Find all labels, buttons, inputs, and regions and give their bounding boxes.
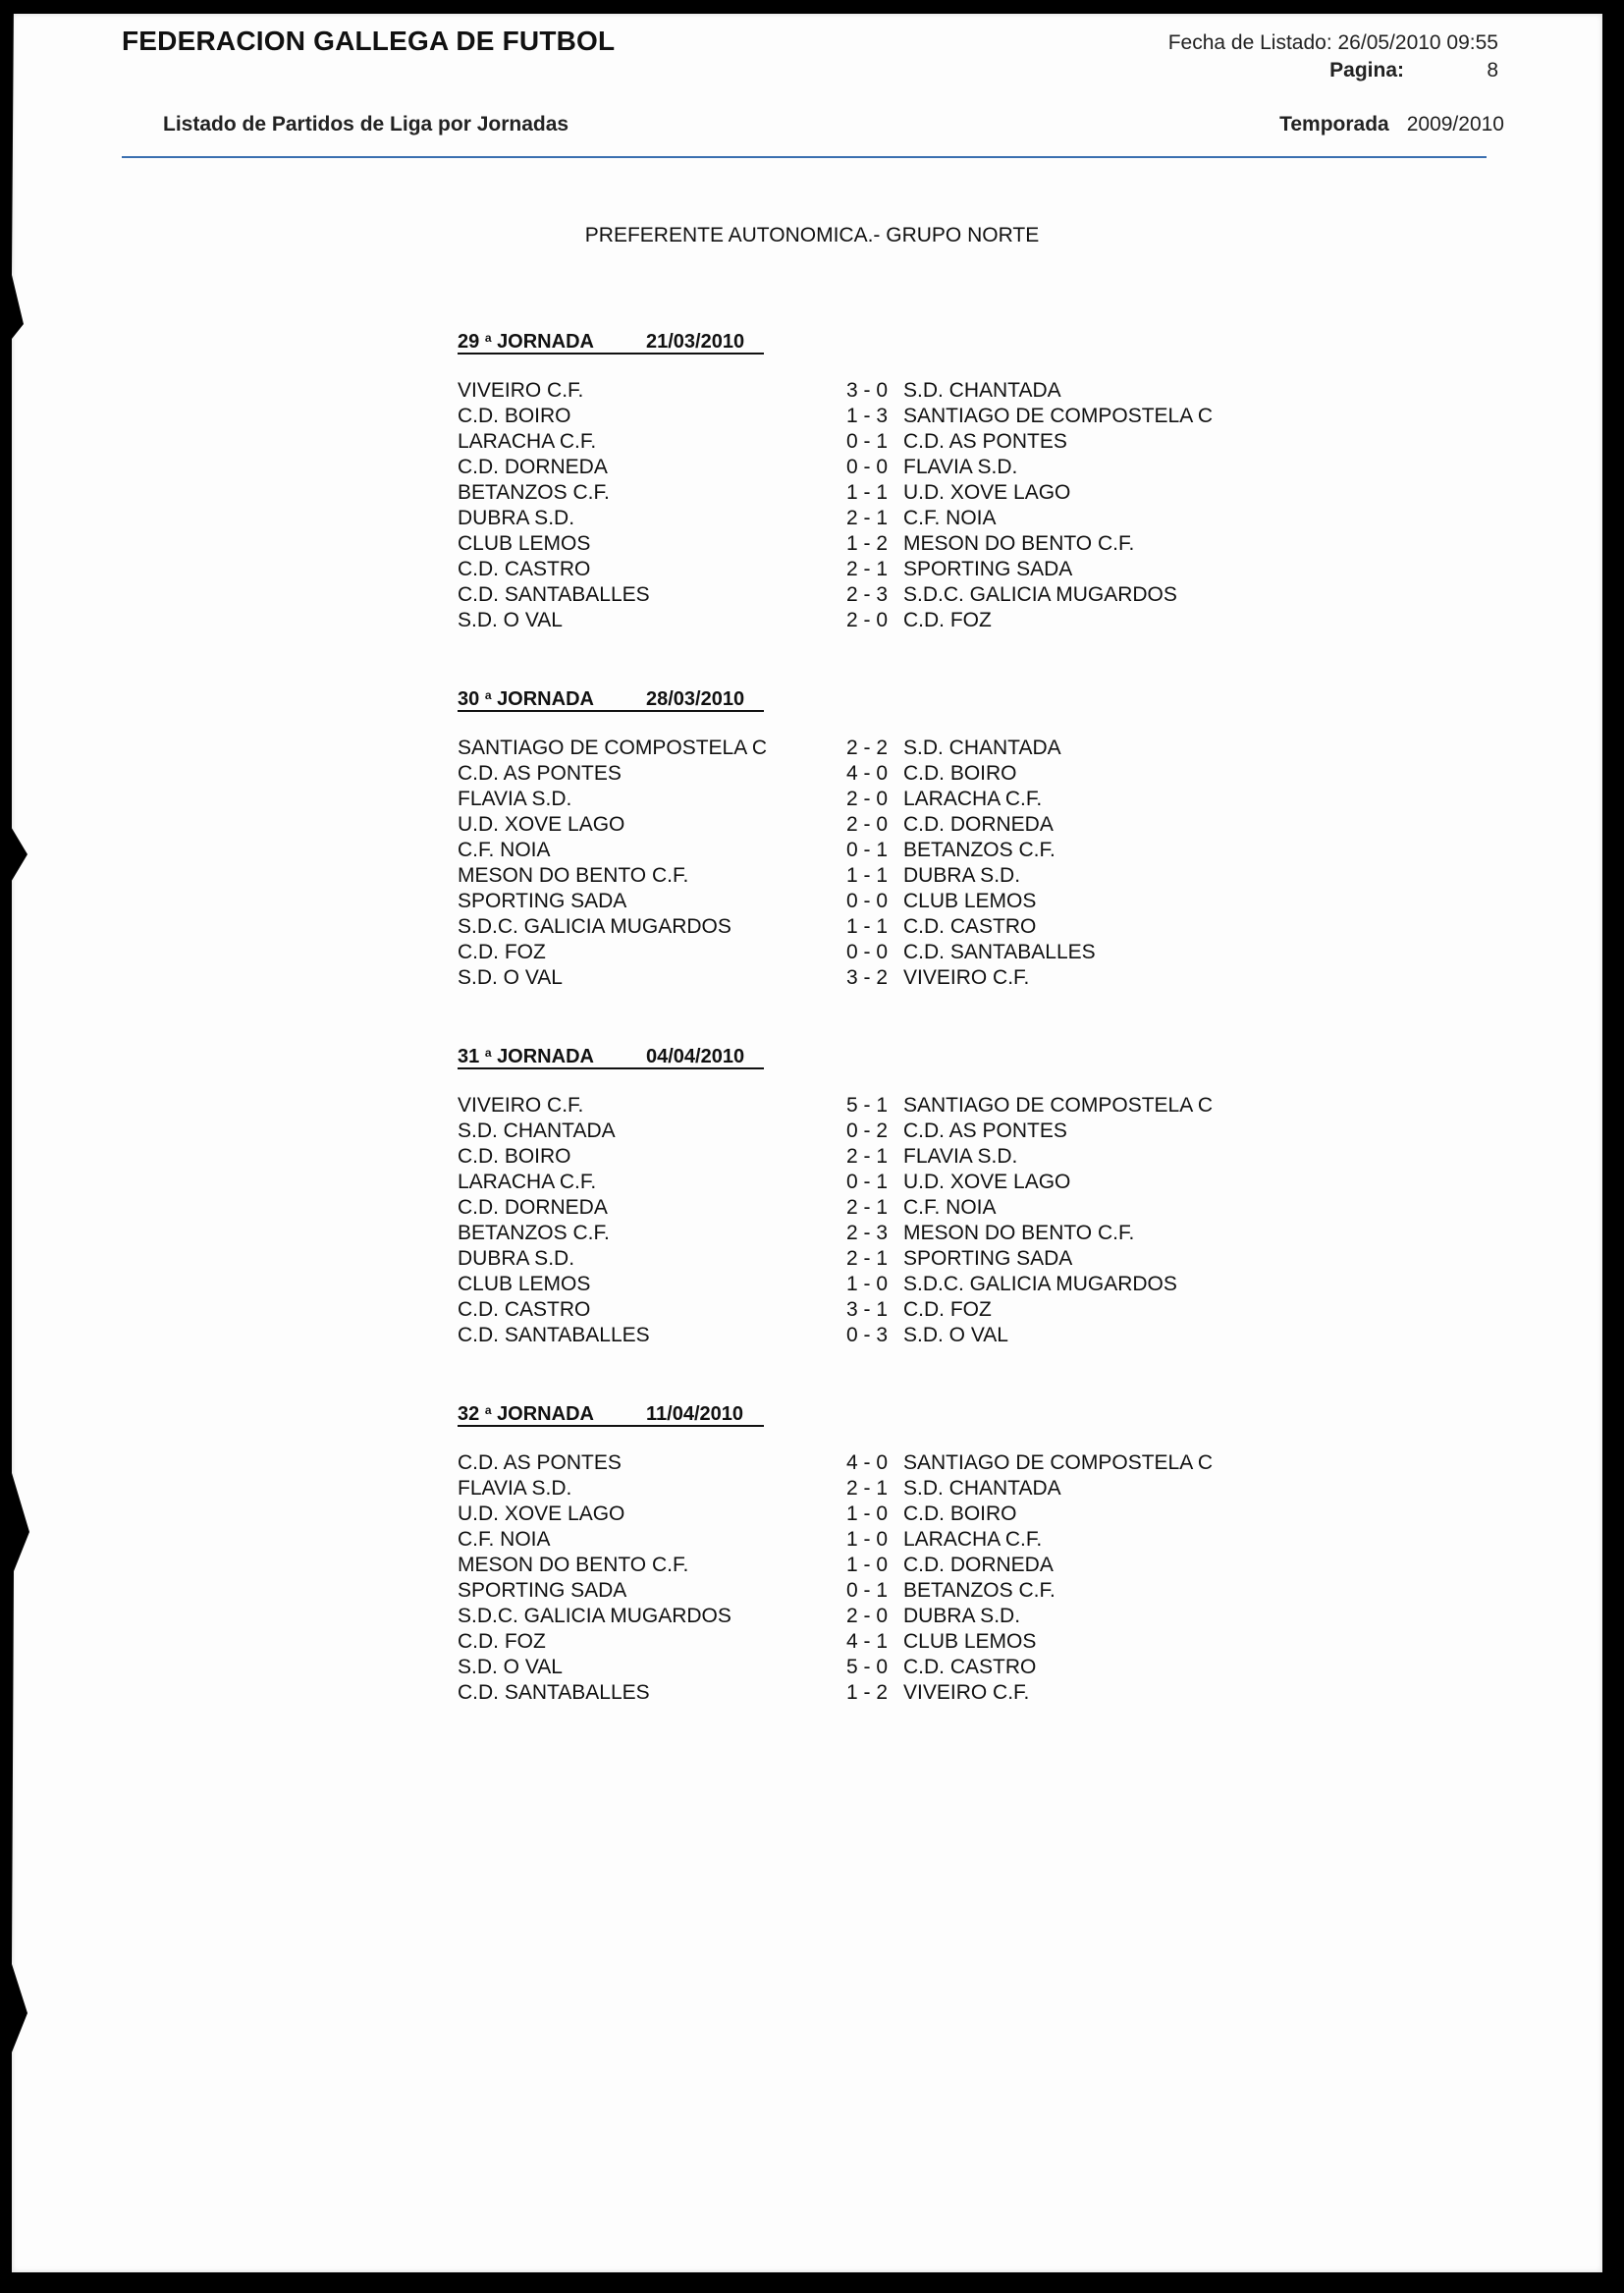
away-team: DUBRA S.D. — [903, 1605, 1021, 1627]
home-team: C.D. AS PONTES — [458, 762, 622, 785]
match-row — [458, 812, 1263, 838]
match-score: 0 - 0 — [845, 456, 889, 478]
match-row — [458, 1323, 1263, 1348]
home-team: C.D. BOIRO — [458, 1145, 571, 1168]
away-team: LARACHA C.F. — [903, 788, 1043, 810]
jornada-section — [458, 684, 1263, 991]
home-team: C.D. CASTRO — [458, 558, 591, 580]
jornada-number — [458, 1399, 646, 1427]
match-score: 2 - 1 — [845, 1145, 889, 1168]
match-score: 2 - 0 — [845, 788, 889, 810]
match-score: 2 - 1 — [845, 507, 889, 529]
page-label: Pagina: — [1329, 59, 1404, 82]
match-row — [458, 608, 1263, 633]
home-team: SANTIAGO DE COMPOSTELA C — [458, 737, 768, 759]
match-score: 0 - 0 — [845, 890, 889, 912]
jornada-label: JORNADA — [497, 1046, 594, 1067]
match-row — [458, 1527, 1263, 1553]
away-team: DUBRA S.D. — [903, 864, 1021, 887]
jornada-section — [458, 1042, 1263, 1348]
match-row — [458, 1144, 1263, 1170]
home-team: LARACHA C.F. — [458, 1171, 597, 1193]
match-score: 1 - 2 — [845, 532, 889, 555]
away-team: MESON DO BENTO C.F. — [903, 532, 1135, 555]
match-row — [458, 1272, 1263, 1297]
match-score: 2 - 1 — [845, 1196, 889, 1219]
match-score: 2 - 3 — [845, 583, 889, 606]
match-list — [458, 1450, 1263, 1706]
match-score: 4 - 0 — [845, 1451, 889, 1474]
match-score: 2 - 1 — [845, 1477, 889, 1500]
match-score: 1 - 1 — [845, 864, 889, 887]
home-team: BETANZOS C.F. — [458, 1222, 610, 1244]
home-team: C.D. FOZ — [458, 941, 546, 963]
home-team: C.F. NOIA — [458, 839, 551, 861]
away-team: U.D. XOVE LAGO — [903, 1171, 1071, 1193]
match-row — [458, 965, 1263, 991]
away-team: SPORTING SADA — [903, 558, 1073, 580]
match-row — [458, 1476, 1263, 1501]
jornada-number — [458, 327, 646, 355]
home-team: U.D. XOVE LAGO — [458, 1502, 625, 1525]
home-team: FLAVIA S.D. — [458, 1477, 572, 1500]
match-row — [458, 1655, 1263, 1680]
away-team: C.D. AS PONTES — [903, 1119, 1067, 1142]
home-team: VIVEIRO C.F. — [458, 1094, 584, 1117]
match-score: 3 - 2 — [845, 966, 889, 989]
match-row — [458, 1170, 1263, 1195]
away-team: C.D. BOIRO — [903, 1502, 1017, 1525]
competition-title: PREFERENTE AUTONOMICA.- GRUPO NORTE — [584, 224, 1040, 246]
home-team: C.D. CASTRO — [458, 1298, 591, 1321]
jornada-number — [458, 1042, 646, 1069]
listing-date-label: Fecha de Listado: — [1167, 31, 1332, 54]
match-row — [458, 404, 1263, 429]
home-team: LARACHA C.F. — [458, 430, 597, 453]
match-row — [458, 761, 1263, 787]
home-team: CLUB LEMOS — [458, 1273, 591, 1295]
jornada-date: 21/03/2010 — [646, 331, 764, 355]
ordinal-mark: a — [484, 1403, 492, 1417]
home-team: C.D. AS PONTES — [458, 1451, 622, 1474]
away-team: C.D. CASTRO — [903, 915, 1037, 938]
match-row — [458, 889, 1263, 914]
jornada-heading — [458, 1042, 1263, 1067]
home-team: C.D. FOZ — [458, 1630, 546, 1653]
home-team: S.D.C. GALICIA MUGARDOS — [458, 1605, 731, 1627]
away-team: C.D. AS PONTES — [903, 430, 1067, 453]
match-score: 1 - 2 — [845, 1681, 889, 1704]
home-team: MESON DO BENTO C.F. — [458, 864, 689, 887]
away-team: C.F. NOIA — [903, 507, 997, 529]
jornada-ordinal: 31 — [458, 1046, 480, 1067]
match-score: 1 - 1 — [845, 481, 889, 504]
report-title: Listado de Partidos de Liga por Jornadas — [163, 113, 569, 136]
match-score: 0 - 0 — [845, 941, 889, 963]
match-row — [458, 480, 1263, 506]
page-number: 8 — [1487, 59, 1498, 82]
away-team: C.D. FOZ — [903, 1298, 992, 1321]
away-team: BETANZOS C.F. — [903, 839, 1056, 861]
jornada-label: JORNADA — [497, 331, 594, 353]
jornada-section — [458, 327, 1263, 633]
away-team: FLAVIA S.D. — [903, 1145, 1018, 1168]
match-score: 2 - 1 — [845, 1247, 889, 1270]
away-team: CLUB LEMOS — [903, 890, 1037, 912]
match-score: 0 - 1 — [845, 1579, 889, 1602]
jornada-date: 11/04/2010 — [646, 1403, 764, 1427]
listing-date: 26/05/2010 09:55 — [1337, 31, 1498, 54]
home-team: S.D. O VAL — [458, 966, 563, 989]
home-team: C.F. NOIA — [458, 1528, 551, 1551]
away-team: S.D. O VAL — [903, 1324, 1008, 1346]
home-team: DUBRA S.D. — [458, 507, 575, 529]
away-team: C.D. DORNEDA — [903, 1554, 1054, 1576]
jornada-ordinal: 29 — [458, 331, 480, 353]
match-score: 1 - 0 — [845, 1273, 889, 1295]
match-row — [458, 1119, 1263, 1144]
home-team: C.D. BOIRO — [458, 405, 571, 427]
federation-title: FEDERACION GALLEGA DE FUTBOL — [122, 26, 616, 56]
home-team: C.D. SANTABALLES — [458, 1324, 650, 1346]
home-team: U.D. XOVE LAGO — [458, 813, 625, 836]
match-score: 0 - 2 — [845, 1119, 889, 1142]
match-row — [458, 1450, 1263, 1476]
match-row — [458, 838, 1263, 863]
match-score: 5 - 1 — [845, 1094, 889, 1117]
home-team: MESON DO BENTO C.F. — [458, 1554, 689, 1576]
away-team: S.D.C. GALICIA MUGARDOS — [903, 583, 1177, 606]
away-team: C.D. CASTRO — [903, 1656, 1037, 1678]
match-score: 4 - 1 — [845, 1630, 889, 1653]
match-score: 1 - 3 — [845, 405, 889, 427]
away-team: VIVEIRO C.F. — [903, 966, 1030, 989]
away-team: CLUB LEMOS — [903, 1630, 1037, 1653]
jornada-number — [458, 684, 646, 712]
match-list — [458, 736, 1263, 991]
home-team: SPORTING SADA — [458, 890, 627, 912]
jornada-label: JORNADA — [497, 688, 594, 710]
home-team: C.D. DORNEDA — [458, 456, 608, 478]
home-team: S.D. O VAL — [458, 1656, 563, 1678]
away-team: FLAVIA S.D. — [903, 456, 1018, 478]
match-score: 0 - 1 — [845, 839, 889, 861]
home-team: VIVEIRO C.F. — [458, 379, 584, 402]
away-team: C.D. DORNEDA — [903, 813, 1054, 836]
match-row — [458, 455, 1263, 480]
match-score: 5 - 0 — [845, 1656, 889, 1678]
match-row — [458, 914, 1263, 940]
match-score: 2 - 0 — [845, 1605, 889, 1627]
match-row — [458, 863, 1263, 889]
match-row — [458, 1501, 1263, 1527]
home-team: S.D.C. GALICIA MUGARDOS — [458, 915, 731, 938]
match-score: 3 - 1 — [845, 1298, 889, 1321]
match-row — [458, 378, 1263, 404]
away-team: C.F. NOIA — [903, 1196, 997, 1219]
match-score: 0 - 1 — [845, 430, 889, 453]
jornada-ordinal: 30 — [458, 688, 480, 710]
away-team: MESON DO BENTO C.F. — [903, 1222, 1135, 1244]
match-list — [458, 1093, 1263, 1348]
match-list — [458, 378, 1263, 633]
match-score: 3 - 0 — [845, 379, 889, 402]
home-team: FLAVIA S.D. — [458, 788, 572, 810]
away-team: S.D.C. GALICIA MUGARDOS — [903, 1273, 1177, 1295]
home-team: C.D. SANTABALLES — [458, 583, 650, 606]
match-row — [458, 429, 1263, 455]
match-score: 1 - 0 — [845, 1528, 889, 1551]
away-team: C.D. SANTABALLES — [903, 941, 1096, 963]
match-row — [458, 1629, 1263, 1655]
match-row — [458, 787, 1263, 812]
away-team: C.D. FOZ — [903, 609, 992, 631]
jornada-ordinal: 32 — [458, 1403, 480, 1425]
away-team: SPORTING SADA — [903, 1247, 1073, 1270]
match-row — [458, 940, 1263, 965]
match-row — [458, 531, 1263, 557]
match-row — [458, 506, 1263, 531]
jornada-label: JORNADA — [497, 1403, 594, 1425]
match-row — [458, 1246, 1263, 1272]
home-team: S.D. CHANTADA — [458, 1119, 616, 1142]
season-label: Temporada — [1279, 113, 1389, 136]
match-row — [458, 557, 1263, 582]
ordinal-mark: a — [484, 1046, 492, 1060]
away-team: LARACHA C.F. — [903, 1528, 1043, 1551]
away-team: VIVEIRO C.F. — [903, 1681, 1030, 1704]
home-team: CLUB LEMOS — [458, 532, 591, 555]
match-row — [458, 1553, 1263, 1578]
ordinal-mark: a — [484, 688, 492, 702]
header-divider — [122, 156, 1487, 158]
match-row — [458, 1221, 1263, 1246]
away-team: SANTIAGO DE COMPOSTELA C — [903, 405, 1214, 427]
match-score: 4 - 0 — [845, 762, 889, 785]
match-row — [458, 1680, 1263, 1706]
season-info — [1279, 113, 1504, 136]
match-row — [458, 1195, 1263, 1221]
jornada-section — [458, 1399, 1263, 1706]
away-team: BETANZOS C.F. — [903, 1579, 1056, 1602]
home-team: BETANZOS C.F. — [458, 481, 610, 504]
match-score: 2 - 2 — [845, 737, 889, 759]
match-row — [458, 1297, 1263, 1323]
match-score: 1 - 1 — [845, 915, 889, 938]
match-score: 0 - 3 — [845, 1324, 889, 1346]
away-team: S.D. CHANTADA — [903, 379, 1061, 402]
jornada-heading — [458, 684, 1263, 710]
match-score: 2 - 0 — [845, 813, 889, 836]
away-team: SANTIAGO DE COMPOSTELA C — [903, 1094, 1214, 1117]
jornada-date: 04/04/2010 — [646, 1046, 764, 1069]
match-score: 2 - 1 — [845, 558, 889, 580]
match-row — [458, 1578, 1263, 1604]
season-value: 2009/2010 — [1406, 113, 1504, 136]
away-team: SANTIAGO DE COMPOSTELA C — [903, 1451, 1214, 1474]
home-team: C.D. SANTABALLES — [458, 1681, 650, 1704]
away-team: S.D. CHANTADA — [903, 737, 1061, 759]
home-team: S.D. O VAL — [458, 609, 563, 631]
match-score: 2 - 3 — [845, 1222, 889, 1244]
jornada-heading — [458, 327, 1263, 353]
match-row — [458, 1093, 1263, 1119]
jornada-date: 28/03/2010 — [646, 688, 764, 712]
match-score: 1 - 0 — [845, 1502, 889, 1525]
jornada-heading — [458, 1399, 1263, 1425]
home-team: C.D. DORNEDA — [458, 1196, 608, 1219]
listing-meta — [1168, 31, 1498, 86]
match-row — [458, 1604, 1263, 1629]
match-score: 0 - 1 — [845, 1171, 889, 1193]
away-team: S.D. CHANTADA — [903, 1477, 1061, 1500]
away-team: C.D. BOIRO — [903, 762, 1017, 785]
home-team: DUBRA S.D. — [458, 1247, 575, 1270]
ordinal-mark: a — [484, 331, 492, 345]
match-score: 2 - 0 — [845, 609, 889, 631]
match-row — [458, 582, 1263, 608]
away-team: U.D. XOVE LAGO — [903, 481, 1071, 504]
home-team: SPORTING SADA — [458, 1579, 627, 1602]
match-score: 1 - 0 — [845, 1554, 889, 1576]
match-row — [458, 736, 1263, 761]
torn-edge — [0, 0, 59, 2293]
